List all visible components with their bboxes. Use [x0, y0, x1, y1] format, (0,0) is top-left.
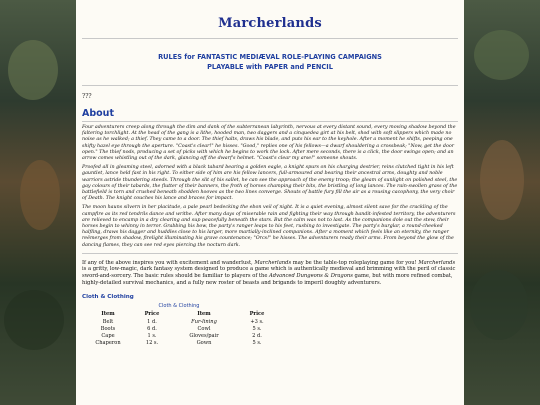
left-background-art — [0, 0, 76, 405]
price-cell: +3 s. — [250, 318, 264, 325]
game-reference: Advanced Dungeons & Dragons — [269, 273, 353, 280]
subtitle-line-1: RULES for FANTASTIC MEDIÆVAL ROLE-PLAYING CAMPAIGNS — [158, 53, 382, 61]
col-header-price: Price — [249, 311, 265, 318]
foliage-shape — [8, 40, 58, 100]
divider — [82, 85, 458, 86]
item-cell: Chaperon — [95, 340, 121, 347]
item-cell: Cowl — [197, 326, 211, 333]
placeholder-text: ??? — [82, 93, 92, 100]
divider — [82, 38, 458, 39]
figure-shape — [20, 160, 60, 230]
cloth-section-heading[interactable]: Cloth & Clothing — [82, 294, 134, 301]
item-cell: Boots — [100, 326, 116, 333]
shadow-shape — [4, 290, 64, 350]
table-row — [82, 318, 276, 325]
item-cell: Belt — [102, 318, 114, 325]
intro-text: is a gritty, low-magic, dark fantasy system designed to produce a game which is authentically medieval and brimming with the peril of classic sword-and-sorcery. The basic rules should be familiar to players of the — [82, 266, 456, 280]
table-header-row — [82, 310, 276, 318]
brand-name: Marcherlands — [418, 259, 456, 266]
item-cell: Fur-lining — [191, 318, 217, 325]
shadow-shape — [470, 270, 528, 340]
intro-text: may be the table-top roleplaying game for you! — [291, 259, 419, 266]
price-cell: 1 d. — [147, 318, 157, 325]
site-subtitle — [76, 52, 464, 72]
cloth-price-table — [82, 302, 276, 347]
intro-text: game, but with more refined combat, highly-detailed survival mechanics, and a fully new roster of beasts and brigands to imperil doughty adventurers. — [82, 273, 453, 286]
figure-shape — [480, 140, 524, 220]
divider — [82, 121, 458, 122]
site-logo[interactable]: Marcherlands — [218, 16, 322, 31]
item-cell: Cape — [101, 333, 115, 340]
story-paragraph: The moon hauns silvern in her placitude, a pale pearl bedecking the ebon veil of night. It is a quiet evening, almost silent save for the crackling of the campfire as its red tendrils dance and writhe. After many days of miserable rain and fighting their way through bandit-infested territory, the adventurers are relieved to encamp in a dry clearing and sup peacefully beneath the stars. But the calm was not to last. As the companions dole out the stew, their horses begin to whinny in terror. Grabbing his bow, the party's ranger leaps to his feet, rushing to investigate. The party's burglar, a round-cheeked halfling, draws his dagger and huddles close to his larger, more martially-inclined companions. After a moment which feels like an eternity, the ranger reëmerges from shadow, firelight illuminating his grave countenance; "Orcs!" he hisses. The adventurers ready their arms. From beyond the glow of the dancing flames, they can see red eyes piercing the nocturn dark. — [82, 205, 456, 248]
table-row — [82, 340, 276, 347]
subtitle-line-2: PLAYABLE with PAPER and PENCIL — [207, 63, 333, 71]
table-row — [82, 325, 276, 332]
brand-name: Marcherlands — [254, 259, 292, 266]
table-row — [82, 333, 276, 340]
intro-text: If any of the above inspires you with excitement and wanderlust, — [82, 259, 255, 266]
price-cell: 2 d. — [252, 333, 262, 340]
foliage-shape — [474, 30, 529, 80]
price-cell: 1 s. — [147, 333, 157, 340]
price-cell: 12 s. — [145, 340, 159, 347]
col-header-item: Item — [101, 311, 115, 318]
story-paragraph: Proofed all in gleaming steel, adorned with a black tabard bearing a golden eagle, a knight spurs on his charging destrier, reins clutched tight in his left gauntlet, lance held fast in his right. To either side of him are his fellow lancers, full-armoured and bearing their ancestral arms, doughty and noble warriors astride thundering steeds. Through the slit of his sallet, he can see the approach of the enemy troop; the gleam of sunlight on polished steel, the gay colours of their tabards, the flutter of their banners, the froth of horses champing their bits, the bristling of long lances. The rain-swollen grass of the battlefield is torn and crushed beneath shodden hooves as the two lines converge. Shouts of battle fury fill the air as a rousing cacophony, the very choir of Death. The knight couches his lance and braces for impact. — [82, 165, 458, 202]
about-story — [82, 125, 458, 249]
divider — [82, 253, 458, 254]
price-cell: 5 s. — [252, 340, 262, 347]
about-heading: About — [82, 108, 114, 119]
intro-paragraph — [82, 260, 458, 286]
story-paragraph: Four adventurers creep along through the dim and dank of the subterranean labyrinth, nervous at every distant sound, every moving shadow beyond the faltering torchlight. At the head of the gang is a lithe, hooded man, two daggers and a cinquedea girt at his belt, shod with soft slippers which made no noise as he walked; a thief. They came to a door. The thief halts, draws his blade, and puts his ear to the keyhole. After a moment he shifts, peeping one shifty hazel eye through the aperture. "Coast's clear!" he hisses. "Good," replies one of his fellows—a dwarf shouldering a crossbeak; "Now, get the door open." The thief nods, producing a set of picks with which he begins to work the lock. After mere seconds, there is a click, the door swings open; and an arrow comes whistling out of the dark, glancing off the dwarf's helmet. "Coast's clear my arse!" someone shouts. — [82, 125, 456, 162]
main-page — [76, 0, 464, 405]
price-cell: 6 d. — [147, 326, 157, 333]
item-cell: Gloves/pair — [189, 333, 219, 340]
item-cell: Gown — [196, 340, 212, 347]
price-cell: 5 s. — [252, 326, 262, 333]
right-background-art — [464, 0, 540, 405]
table-caption: Cloth & Clothing — [158, 303, 200, 310]
col-header-item: Item — [197, 311, 211, 318]
col-header-price: Price — [144, 311, 160, 318]
